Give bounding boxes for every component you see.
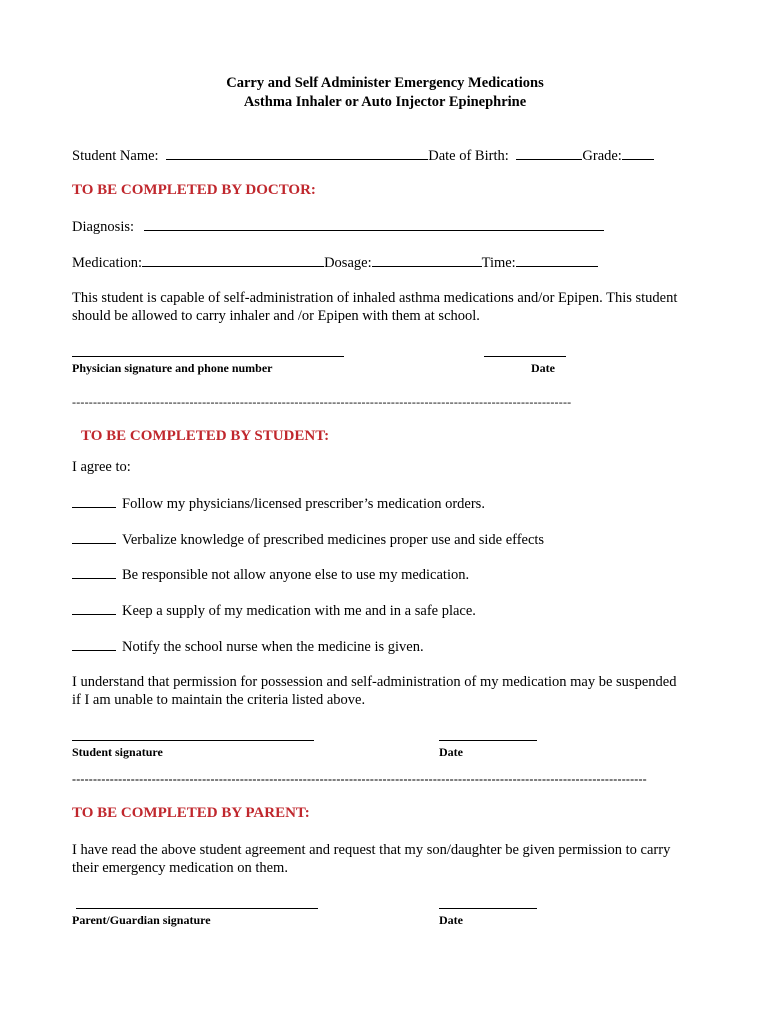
agreement-text: Verbalize knowledge of prescribed medicines proper use and side effects [122,532,545,548]
agreement-initial-field[interactable] [72,638,116,651]
student-statement: I understand that permission for possession and self-administration of my medication may be suspended if I am unable to maintain the criteria listed above. [72,674,677,708]
form-subtitle: Asthma Inhaler or Auto Injector Epinephrine [243,94,527,110]
doctor-section-heading: TO BE COMPLETED BY DOCTOR: [72,182,316,198]
dosage-label: Dosage: [324,255,372,271]
student-name-field[interactable] [166,147,428,160]
agreement-initial-field[interactable] [72,495,116,508]
physician-signature-label: Physician signature and phone number [72,361,273,375]
diagnosis-row [72,218,604,236]
agreement-initial-field[interactable] [72,531,116,544]
grade-label: Grade: [582,148,622,164]
agreement-item [72,638,424,656]
parent-section-heading: TO BE COMPLETED BY PARENT: [72,805,310,821]
agreement-text: Follow my physicians/licensed prescriber’s medication orders. [122,496,485,512]
physician-signature-line[interactable] [72,356,344,357]
grade-field[interactable] [622,147,654,160]
diagnosis-label: Diagnosis: [72,219,135,235]
agreement-text: Keep a supply of my medication with me and in a safe place. [122,603,476,619]
parent-signature-label: Parent/Guardian signature [72,913,211,927]
medication-field[interactable] [142,254,324,267]
agreement-item [72,566,469,584]
medication-label: Medication: [72,255,143,271]
agreement-item [72,495,485,513]
section-divider: ----------------------------------------------------------------------------------------------------------------------------------------- [72,772,647,786]
medication-row [72,254,598,272]
student-section-heading: TO BE COMPLETED BY STUDENT: [81,428,330,444]
agreement-text: Notify the school nurse when the medicine is given. [122,639,424,655]
parent-signature-line[interactable] [76,908,318,909]
time-label: Time: [481,255,516,271]
agreement-initial-field[interactable] [72,602,116,615]
physician-date-label: Date [531,361,555,375]
parent-date-label: Date [439,913,463,927]
student-signature-label: Student signature [72,745,163,759]
section-divider: ----------------------------------------------------------------------------------------------------------------------- [72,395,572,409]
student-signature-line[interactable] [72,740,314,741]
student-date-label: Date [439,745,463,759]
diagnosis-field[interactable] [144,218,604,231]
agreement-text: Be responsible not allow anyone else to use my medication. [122,567,470,583]
parent-date-line[interactable] [439,908,537,909]
student-name-label: Student Name: [72,148,159,164]
dob-label: Date of Birth: [428,148,509,164]
doctor-statement: This student is capable of self-administration of inhaled asthma medications and/or Epipen. This student should be allowed to carry inhaler and /or Epipen with them at school. [72,290,678,324]
agreement-initial-field[interactable] [72,566,116,579]
dosage-field[interactable] [372,254,482,267]
time-field[interactable] [516,254,598,267]
agree-intro: I agree to: [72,459,131,475]
agreement-item [72,531,544,549]
student-info-row [72,147,654,165]
physician-date-line[interactable] [484,356,566,357]
dob-field[interactable] [516,147,582,160]
agreement-item [72,602,476,620]
parent-statement: I have read the above student agreement and request that my son/daughter be given permission to carry their emergency medication on them. [72,842,671,876]
form-title: Carry and Self Administer Emergency Medications [226,75,544,91]
student-date-line[interactable] [439,740,537,741]
